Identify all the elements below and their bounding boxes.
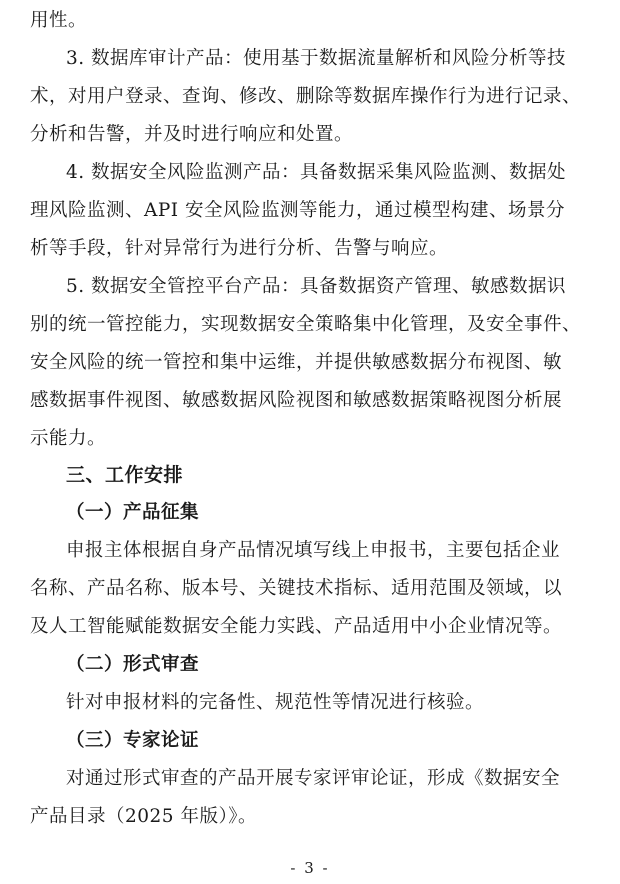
section-heading-work-arrangement: 三、工作安排 (66, 464, 184, 486)
list-item-5-line3: 安全风险的统一管控和集中运维，并提供敏感数据分布视图、敏 (30, 352, 563, 373)
subheading-product-collection: （一）产品征集 (66, 502, 200, 523)
text-line: 用性。 (30, 10, 88, 31)
paragraph-review-line1: 针对申报材料的完备性、规范性等情况进行核验。 (66, 692, 485, 713)
page-number: - 3 - (290, 859, 330, 877)
paragraph-collection-line1: 申报主体根据自身产品情况填写线上申报书，主要包括企业 (66, 540, 561, 561)
list-item-5-line5: 示能力。 (30, 428, 107, 449)
list-item-4-line1: 4. 数据安全风险监测产品：具备数据采集风险监测、数据处 (66, 162, 567, 183)
paragraph-evaluation-line1: 对通过形式审查的产品开展专家评审论证，形成《数据安全 (66, 768, 561, 789)
paragraph-collection-line3: 及人工智能赋能数据安全能力实践、产品适用中小企业情况等。 (30, 616, 563, 637)
list-item-5-line2: 别的统一管控能力，实现数据安全策略集中化管理，及安全事件、 (30, 314, 582, 335)
list-item-4-line3: 析等手段，针对异常行为进行分析、告警与响应。 (30, 238, 449, 259)
paragraph-evaluation-line2: 产品目录（2025 年版）》。 (30, 806, 257, 827)
subheading-formal-review: （二）形式审查 (66, 654, 200, 675)
paragraph-collection-line2: 名称、产品名称、版本号、关键技术指标、适用范围及领域，以 (30, 578, 563, 599)
subheading-expert-evaluation: （三）专家论证 (66, 730, 200, 751)
list-item-3-line2: 术，对用户登录、查询、修改、删除等数据库操作行为进行记录、 (30, 86, 582, 107)
list-item-5-line1: 5. 数据安全管控平台产品：具备数据资产管理、敏感数据识 (66, 276, 567, 297)
list-item-4-line2: 理风险监测、API 安全风险监测等能力，通过模型构建、场景分 (30, 200, 565, 221)
list-item-3-line3: 分析和告警，并及时进行响应和处置。 (30, 124, 354, 145)
list-item-3-line1: 3. 数据库审计产品：使用基于数据流量解析和风险分析等技 (66, 48, 567, 69)
list-item-5-line4: 感数据事件视图、敏感数据风险视图和敏感数据策略视图分析展 (30, 390, 563, 411)
